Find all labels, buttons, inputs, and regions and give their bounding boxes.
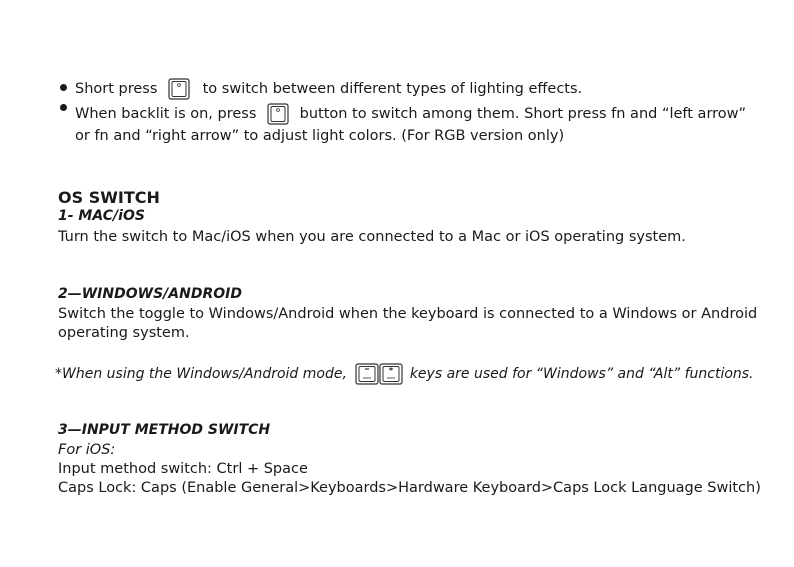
note-text-after: keys are used for “Windows” and “Alt” functions. (409, 366, 754, 382)
bullet-1-text-after: to switch between different types of lighting effects. (202, 81, 583, 97)
windows-android-heading: 2—WINDOWS/ANDROID (58, 286, 242, 302)
bullet-2-line-2: or fn and “right arrow” to adjust light colors. (For RGB version only) (75, 128, 565, 144)
bullet-2-text-after: button to switch among them. Short press fn and “left arrow” (299, 106, 747, 122)
bullet-1-text-before: Short press (75, 81, 158, 97)
mac-ios-body: Turn the switch to Mac/iOS when you are connected to a Mac or iOS operating system. (58, 229, 686, 245)
backlight-key-icon (168, 78, 190, 100)
option-key-icon (379, 363, 403, 385)
input-method-heading: 3—INPUT METHOD SWITCH (58, 422, 271, 438)
bullet-dot-2 (60, 104, 67, 111)
bullet-1 (75, 78, 582, 100)
windows-android-note (55, 363, 754, 385)
bullet-2-line-1 (75, 103, 746, 125)
command-key-icon (355, 363, 379, 385)
note-text-before: *When using the Windows/Android mode, (55, 366, 347, 382)
bullet-dot-1 (60, 84, 67, 91)
input-method-platform: For iOS: (58, 442, 116, 458)
bullet-2-text-before: When backlit is on, press (75, 106, 257, 122)
input-method-line-1: Input method switch: Ctrl + Space (58, 461, 308, 477)
windows-android-body-line-1: Switch the toggle to Windows/Android when the keyboard is connected to a Windows or Android (58, 306, 758, 322)
windows-android-body-line-2: operating system. (58, 325, 190, 341)
backlight-key-icon (267, 103, 289, 125)
section-title-os-switch: OS SWITCH (58, 188, 160, 207)
input-method-line-2: Caps Lock: Caps (Enable General>Keyboards>Hardware Keyboard>Caps Lock Language Switch) (58, 480, 761, 496)
mac-ios-heading: 1- MAC/iOS (58, 208, 145, 224)
